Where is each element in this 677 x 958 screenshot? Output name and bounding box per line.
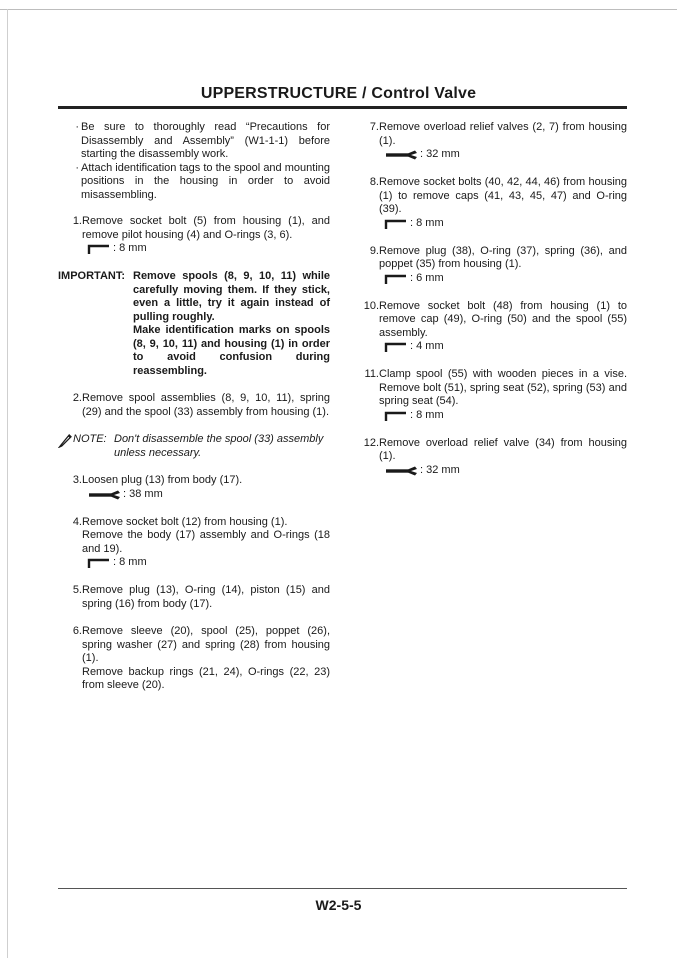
step-text: Remove sleeve (20), spool (25), poppet (26), spring washer (27) and spring (28) from housing (1). xyxy=(82,625,330,664)
allen-wrench-icon xyxy=(384,410,408,422)
step-9 xyxy=(355,245,627,286)
step-text: Remove overload relief valve (34) from housing (1). xyxy=(379,436,627,462)
spanner-wrench-icon xyxy=(384,465,418,477)
tool-size: : 32 mm xyxy=(420,148,460,161)
tool-spec xyxy=(87,242,330,256)
tool-size: : 32 mm xyxy=(420,463,460,476)
important-label: IMPORTANT: xyxy=(58,270,126,282)
step-number: 11. xyxy=(364,368,379,380)
tool-size: : 8 mm xyxy=(410,216,444,229)
tool-spec xyxy=(87,556,330,570)
step-6 xyxy=(58,625,330,693)
step-number: 1. xyxy=(72,215,82,227)
important-text: Make identification marks on spools (8, 9, 10, 11) and housing (1) in order to avoid confusion during reassembling. xyxy=(133,324,330,377)
step-2 xyxy=(58,392,330,419)
allen-wrench-icon xyxy=(87,243,111,255)
important-notice xyxy=(58,270,330,378)
step-11 xyxy=(355,368,627,423)
step-12 xyxy=(355,437,627,478)
allen-wrench-icon xyxy=(384,341,408,353)
step-3 xyxy=(58,474,330,502)
bullet-item xyxy=(58,121,330,162)
step-text: Remove socket bolt (48) from housing (1) to remove cap (49), O-ring (50) and the spool (55) assembly. xyxy=(379,299,627,339)
bullet-mark: · xyxy=(75,161,79,174)
page-frame-left xyxy=(7,9,8,958)
step-5 xyxy=(58,584,330,611)
step-number: 7. xyxy=(369,121,379,133)
tool-spec xyxy=(384,340,627,354)
tool-spec xyxy=(384,409,627,423)
step-text: Remove socket bolts (40, 42, 44, 46) from housing (1) to remove caps (41, 43, 45, 47) and O-ring (39). xyxy=(379,176,627,215)
step-number: 6. xyxy=(72,625,82,637)
step-text: Remove socket bolt (12) from housing (1). xyxy=(82,515,288,528)
step-text: Remove spool assemblies (8, 9, 10, 11), spring (29) and the spool (33) assembly from housing (1). xyxy=(82,392,330,418)
tool-size: : 4 mm xyxy=(410,340,444,353)
note-text: Don't disassemble the spool (33) assembly unless necessary. xyxy=(114,433,324,459)
tool-spec xyxy=(384,217,627,231)
bullet-text: Attach identification tags to the spool and mounting positions in the housing in order to avoid misassembling. xyxy=(81,161,330,201)
bullet-item xyxy=(58,162,330,203)
step-number: 3. xyxy=(72,474,82,486)
step-text: Remove plug (13), O-ring (14), piston (15) and spring (16) from body (17). xyxy=(82,584,330,610)
step-4 xyxy=(58,516,330,571)
step-number: 2. xyxy=(72,392,82,404)
tool-size: : 8 mm xyxy=(113,556,147,569)
step-text: Remove the body (17) assembly and O-rings (18 and 19). xyxy=(82,529,330,555)
step-text: Remove backup rings (21, 24), O-rings (22, 23) from sleeve (20). xyxy=(82,665,330,691)
tool-size: : 6 mm xyxy=(410,271,444,284)
tool-spec xyxy=(384,148,627,162)
step-1 xyxy=(58,215,330,256)
spanner-wrench-icon xyxy=(384,149,418,161)
tool-size: : 8 mm xyxy=(410,408,444,421)
important-text: Remove spools (8, 9, 10, 11) while carefully moving them. If they stick, even a little, try it again instead of pulling roughly. xyxy=(133,270,330,323)
tool-size: : 38 mm xyxy=(123,487,163,500)
tool-size: : 8 mm xyxy=(113,242,147,255)
pencil-note-icon xyxy=(58,433,73,448)
allen-wrench-icon xyxy=(87,557,111,569)
note xyxy=(58,433,330,460)
allen-wrench-icon xyxy=(384,273,408,285)
step-number: 10. xyxy=(363,299,379,312)
step-number: 8. xyxy=(369,176,379,188)
step-text: Remove overload relief valves (2, 7) from housing (1). xyxy=(379,121,627,147)
page-number: W2-5-5 xyxy=(315,897,362,913)
left-column xyxy=(58,121,330,693)
bullet-mark: · xyxy=(75,121,79,133)
step-text: Remove plug (38), O-ring (37), spring (36), and poppet (35) from housing (1). xyxy=(379,244,627,270)
tool-spec xyxy=(87,488,330,502)
page-frame-top xyxy=(0,9,677,10)
tool-spec xyxy=(384,464,627,478)
footer-rule xyxy=(58,888,627,889)
title-rule xyxy=(58,106,627,109)
step-10 xyxy=(355,300,627,355)
step-text: Clamp spool (55) with wooden pieces in a vise. Remove bolt (51), spring seat (52), spring (53) and spring seat (54). xyxy=(379,368,627,407)
step-text: Loosen plug (13) from body (17). xyxy=(82,474,243,486)
step-number: 9. xyxy=(369,244,379,257)
step-8 xyxy=(355,176,627,231)
step-7 xyxy=(355,121,627,162)
spanner-wrench-icon xyxy=(87,489,121,501)
bullet-text: Be sure to thoroughly read “Precautions for Disassembly and Assembly” (W1-1-1) before starting the disassembly work. xyxy=(81,121,330,160)
allen-wrench-icon xyxy=(384,218,408,230)
step-number: 4. xyxy=(72,515,82,528)
tool-spec xyxy=(384,272,627,286)
step-text: Remove socket bolt (5) from housing (1), and remove pilot housing (4) and O-rings (3, 6). xyxy=(82,215,330,241)
right-column xyxy=(355,121,627,478)
note-label: NOTE: xyxy=(73,433,107,445)
step-number: 5. xyxy=(72,584,82,596)
page-title: UPPERSTRUCTURE / Control Valve xyxy=(200,85,477,102)
step-number: 12. xyxy=(363,436,379,449)
